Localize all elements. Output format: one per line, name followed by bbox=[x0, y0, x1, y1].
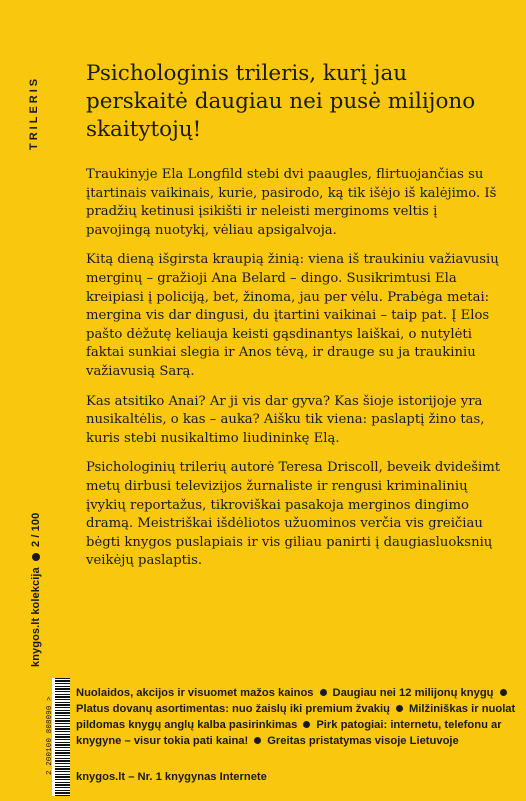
promo-item: Greitas pristatymas visoje Lietuvoje bbox=[267, 735, 459, 747]
description-paragraph: Kitą dieną išgirsta kraupią žinią: viena iš traukiniu važiavusių merginų – gražioji Ana Belard – dingo. Susikrimtusi Ela kreipiasi į policiją, bet, žinoma, jau per vėlu. Prabėga metai: mergina vis dar dingusi, du įtartini vaikinai – taip pat. Į Elos pašto dėžutę keliauja keisti gąsdinantys laiškai, o nutylėti faktai sunkiai slegia ir Anos tėvą, ir drauge su ja traukiniu važiavusią Sarą. bbox=[86, 252, 499, 379]
bullet-dot-icon bbox=[254, 737, 261, 744]
promo-item: Milžiniškas ir nuolat pildomas knygų anglų kalba pasirinkimas bbox=[76, 703, 516, 731]
description-body bbox=[86, 166, 506, 582]
barcode-bars-icon bbox=[55, 678, 70, 796]
description-paragraph: Psichologinių trilerių autorė Teresa Driscoll, beveik dvidešimt metų dirbusi televizijos žurnaliste ir rengusi kriminalinių įvykių reportažus, tikroviškai pasakoja merginos dingimo dramą. Meistriškai išdėliotos užuominos verčia vis greičiau bėgti knygos puslapiais ir vis giliau panirti į daugiasluoksnių veikėjų paslaptis. bbox=[86, 460, 501, 569]
bullet-dot-icon bbox=[32, 553, 40, 561]
promo-item: Pirk patogiai: internetu, telefonu ar knygyne – visur tokia pati kaina! bbox=[76, 719, 502, 747]
bullet-dot-icon bbox=[320, 689, 327, 696]
bullet-dot-icon bbox=[396, 705, 403, 712]
promo-block bbox=[76, 685, 516, 749]
store-tagline: knygos.lt – Nr. 1 knygynas Internete bbox=[76, 771, 267, 783]
barcode-digits: 2 200100 808090 > bbox=[46, 696, 54, 776]
headline: Psichologinis trileris, kurį jau perskaitė daugiau nei pusė milijono skaitytojų! bbox=[86, 61, 476, 142]
bullet-dot-icon bbox=[303, 721, 310, 728]
promo-item: Daugiau nei 12 milijonų knygų bbox=[332, 687, 494, 699]
series-label: knygos.lt kolekcija bbox=[30, 567, 42, 667]
spine-series bbox=[28, 452, 44, 667]
series-number: 2 / 100 bbox=[30, 512, 42, 548]
promo-item: Nuolaidos, akcijos ir visuomet mažos kainos bbox=[76, 687, 314, 699]
description-paragraph: Kas atsitiko Anai? Ar ji vis dar gyva? Kas šioje istorijoje yra nusikaltėlis, o kas – auka? Aišku tik viena: paslaptį žino tas, kuris stebi nusikaltimo liudininkę Elą. bbox=[86, 393, 485, 446]
bullet-dot-icon bbox=[500, 689, 507, 696]
promo-item: Platus dovanų asortimentas: nuo žaislų iki premium žvakių bbox=[76, 703, 390, 715]
description-paragraph: Traukinyje Ela Longfild stebi dvi paaugles, flirtuojančias su įtartinais vaikinais, kurie, pasirodo, ką tik išėjo iš kalėjimo. Iš pradžių ketinusi įsikišti ir neleisti merginoms veltis į pavojingą nuotykį, vėliau apsigalvoja. bbox=[86, 167, 497, 238]
spine-genre-label: TRILERIS bbox=[28, 75, 40, 151]
barcode bbox=[52, 678, 70, 796]
